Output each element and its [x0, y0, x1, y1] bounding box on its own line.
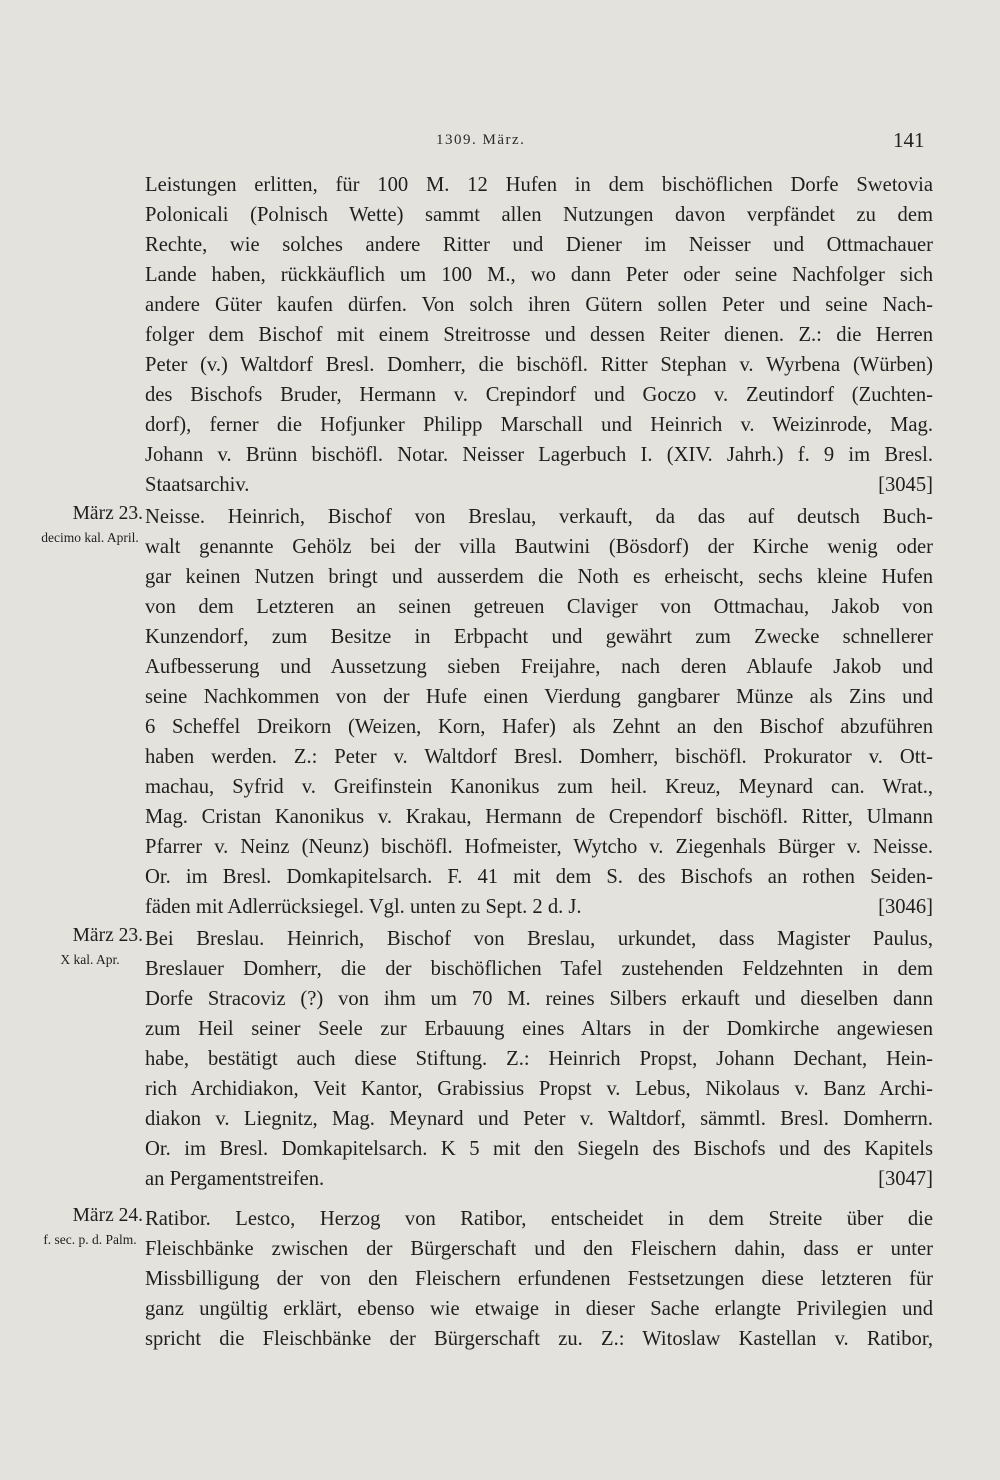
text-line: Ratibor. Lestco, Herzog von Ratibor, entscheidet in dem Streite über die: [145, 1208, 933, 1230]
text-line: spricht die Fleischbänke der Bürgerschaft zu. Z.: Witoslaw Kastellan v. Ratibor,: [145, 1328, 933, 1350]
text-line: Breslauer Domherr, die der bischöflichen Tafel zustehenden Feldzehnten in dem: [145, 958, 933, 980]
text-line: diakon v. Liegnitz, Mag. Meynard und Peter v. Waltdorf, sämmtl. Bresl. Domherrn.: [145, 1108, 933, 1130]
text-line: dorf), ferner die Hofjunker Philipp Marschall und Heinrich v. Weizinrode, Mag.: [145, 414, 933, 436]
entry-number: [3047]: [878, 1168, 933, 1190]
text-line: Rechte, wie solches andere Ritter und Diener im Neisser und Ottmachauer: [145, 234, 933, 256]
text-line: Lande haben, rückkäuflich um 100 M., wo dann Peter oder seine Nachfolger sich: [145, 264, 933, 286]
text-line: machau, Syfrid v. Greifinstein Kanonikus zum heil. Kreuz, Meynard can. Wrat.,: [145, 776, 933, 798]
text-line: 6 Scheffel Dreikorn (Weizen, Korn, Hafer) als Zehnt an den Bischof abzuführen: [145, 716, 933, 738]
entry-number: [3046]: [878, 896, 933, 918]
margin-date: März 24.: [72, 1205, 143, 1226]
text-line: haben werden. Z.: Peter v. Waltdorf Bresl. Domherr, bischöfl. Prokurator v. Ott-: [145, 746, 933, 768]
text-line: Peter (v.) Waltdorf Bresl. Domherr, die bischöfl. Ritter Stephan v. Wyrbena (Würben): [145, 354, 933, 376]
text-line: Or. im Bresl. Domkapitelsarch. F. 41 mit dem S. des Bischofs an rothen Seiden-: [145, 866, 933, 888]
text-line: Missbilligung der von den Fleischern erfundenen Festsetzungen diese letzteren für: [145, 1268, 933, 1290]
page-number: 141: [893, 128, 925, 152]
text-line: Mag. Cristan Kanonikus v. Krakau, Hermann de Crependorf bischöfl. Ritter, Ulmann: [145, 806, 933, 828]
text-line: von dem Letzteren an seinen getreuen Claviger von Ottmachau, Jakob von: [145, 596, 933, 618]
text-line: Dorfe Stracoviz (?) von ihm um 70 M. reines Silbers erkauft und dieselben dann: [145, 988, 933, 1010]
text-line: an Pergamentstreifen. [3047]: [145, 1164, 933, 1194]
text-line: Or. im Bresl. Domkapitelsarch. K 5 mit den Siegeln des Bischofs und des Kapitels: [145, 1138, 933, 1160]
text-line: seine Nachkommen von der Hufe einen Vierdung gangbarer Münze als Zins und: [145, 686, 933, 708]
text-line: Staatsarchiv. [3045]: [145, 470, 933, 500]
page-header: [0, 128, 1000, 154]
text-line: zum Heil seiner Seele zur Erbauung eines Altars in der Domkirche angewiesen: [145, 1018, 933, 1040]
text-line: folger dem Bischof mit einem Streitrosse und dessen Reiter dienen. Z.: die Herren: [145, 324, 933, 346]
margin-note: f. sec. p. d. Palm.: [43, 1232, 137, 1247]
text-line: Kunzendorf, zum Besitze in Erbpacht und gewährt zum Zwecke schnellerer: [145, 626, 933, 648]
margin-note: X kal. Apr.: [60, 952, 120, 967]
entry-number: [3045]: [878, 474, 933, 496]
text-line: Johann v. Brünn bischöfl. Notar. Neisser Lagerbuch I. (XIV. Jahrh.) f. 9 im Bresl.: [145, 444, 933, 466]
text-line: des Bischofs Bruder, Hermann v. Crepindorf und Goczo v. Zeutindorf (Zuchten-: [145, 384, 933, 406]
text-line: andere Güter kaufen dürfen. Von solch ihren Gütern sollen Peter und seine Nach-: [145, 294, 933, 316]
text-line: gar keinen Nutzen bringt und ausserdem die Noth es erheischt, sechs kleine Hufen: [145, 566, 933, 588]
text-line: walt genannte Gehölz bei der villa Bautwini (Bösdorf) der Kirche wenig oder: [145, 536, 933, 558]
text-line: rich Archidiakon, Veit Kantor, Grabissius Propst v. Lebus, Nikolaus v. Banz Archi-: [145, 1078, 933, 1100]
margin-date: März 23.: [72, 503, 143, 524]
text-line: Polonicali (Polnisch Wette) sammt allen Nutzungen davon verpfändet zu dem: [145, 204, 933, 226]
text-line: Pfarrer v. Neinz (Neunz) bischöfl. Hofmeister, Wytcho v. Ziegenhals Bürger v. Neisse.: [145, 836, 933, 858]
text-line: Bei Breslau. Heinrich, Bischof von Breslau, urkundet, dass Magister Paulus,: [145, 928, 933, 950]
text-line: habe, bestätigt auch diese Stiftung. Z.: Heinrich Propst, Johann Dechant, Hein-: [145, 1048, 933, 1070]
margin-date: März 23.: [72, 925, 143, 946]
text-line: Neisse. Heinrich, Bischof von Breslau, verkauft, da das auf deutsch Buch-: [145, 506, 933, 528]
text-line: ganz ungültig erklärt, ebenso wie etwaige in dieser Sache erlangte Privilegien und: [145, 1298, 933, 1320]
margin-note: decimo kal. April.: [41, 530, 139, 545]
running-title: 1309. März.: [436, 132, 526, 148]
text-line: fäden mit Adlerrücksiegel. Vgl. unten zu Sept. 2 d. J. [3046]: [145, 892, 933, 922]
text-line: Fleischbänke zwischen der Bürgerschaft und den Fleischern dahin, dass er unter: [145, 1238, 933, 1260]
text-line: Leistungen erlitten, für 100 M. 12 Hufen in dem bischöflichen Dorfe Swetovia: [145, 174, 933, 196]
text-line: Aufbesserung und Aussetzung sieben Freijahre, nach deren Ablaufe Jakob und: [145, 656, 933, 678]
